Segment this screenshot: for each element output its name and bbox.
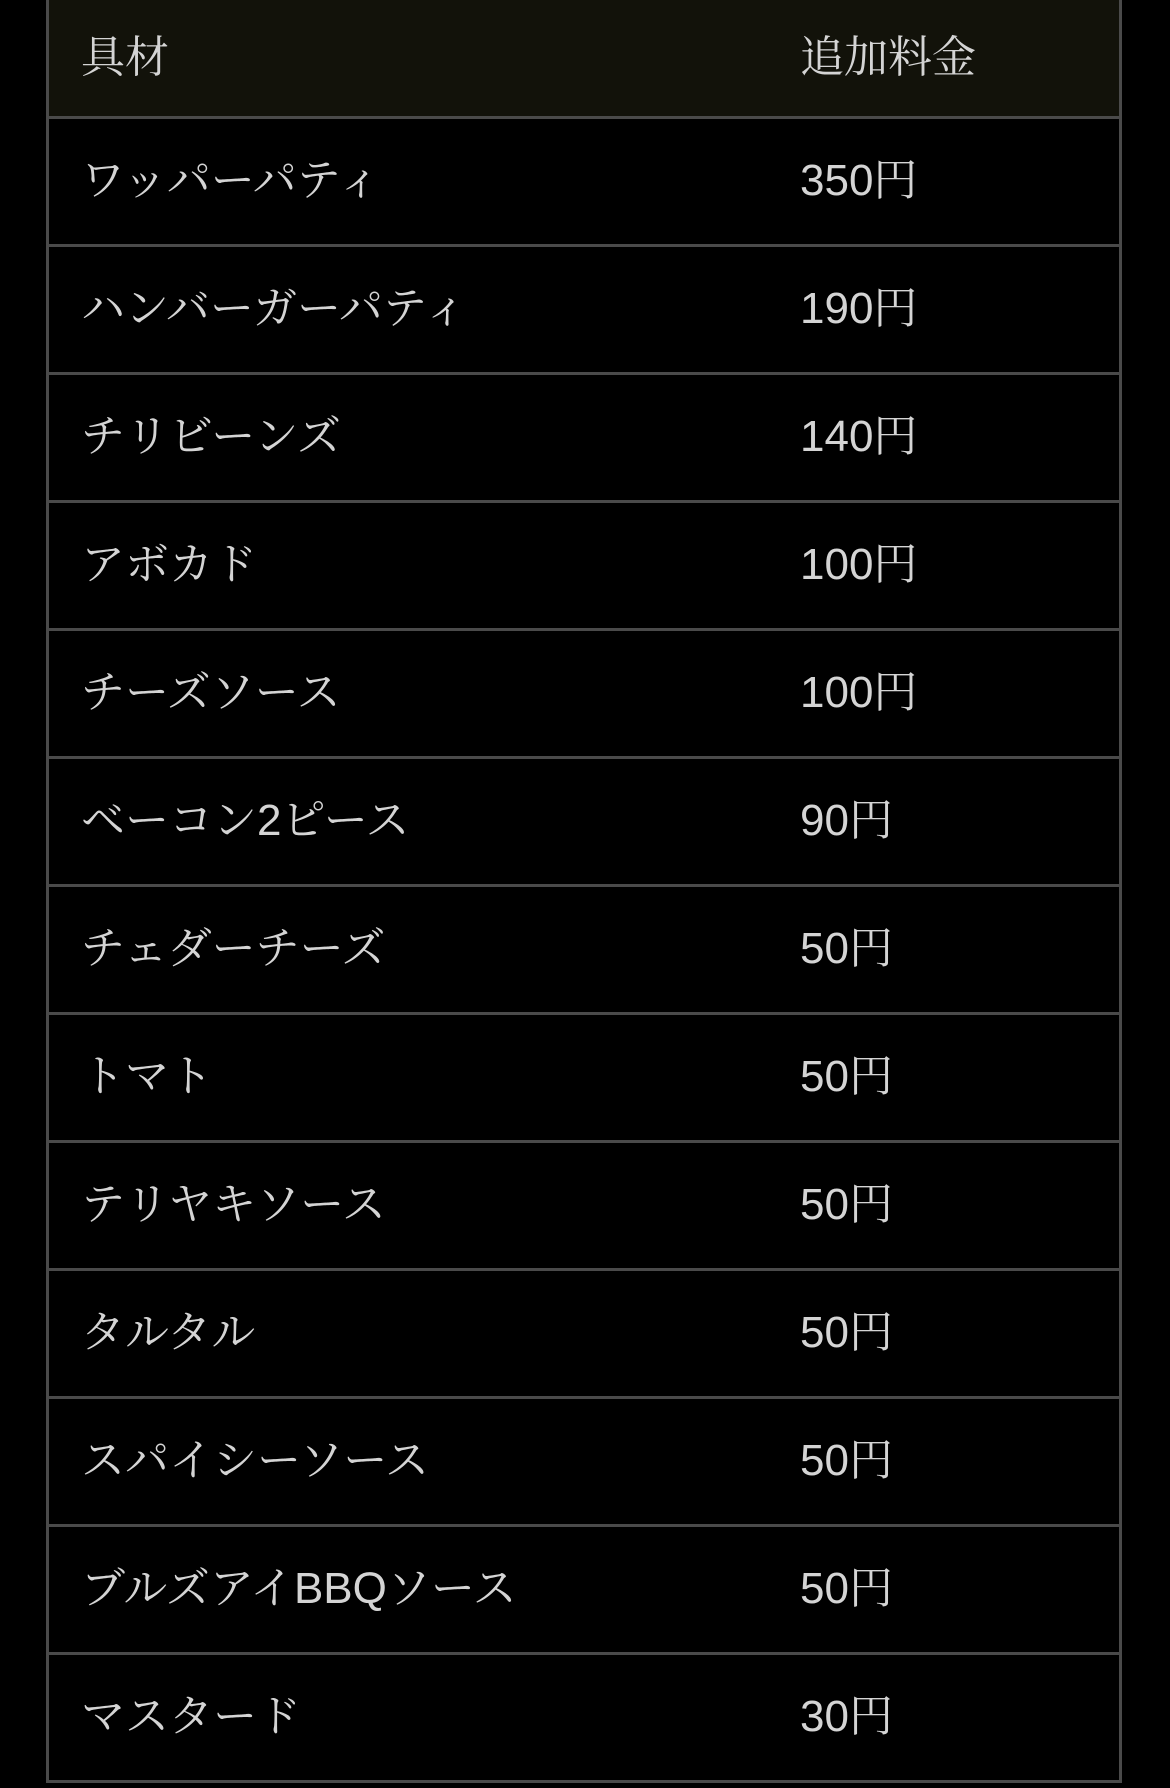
price-cell: 50円 [800,1052,893,1102]
table-row [49,887,1119,1015]
ingredient-cell: チリビーンズ [81,412,342,462]
price-cell: 100円 [800,540,918,590]
ingredient-cell: テリヤキソース [81,1180,386,1230]
table-row [49,503,1119,631]
table-body [49,119,1119,1783]
table-row [49,1271,1119,1399]
price-cell: 190円 [800,284,918,334]
table-row [49,375,1119,503]
price-cell: 30円 [800,1692,893,1742]
table-row [49,1015,1119,1143]
header-price-column: 追加料金 [800,32,976,82]
ingredient-cell: ブルズアイBBQソース [81,1564,517,1614]
ingredient-cell: アボカド [81,540,257,590]
ingredient-cell: タルタル [81,1308,256,1358]
price-cell: 50円 [800,1436,893,1486]
price-cell: 140円 [800,412,918,462]
table-row [49,1527,1119,1655]
table-row [49,759,1119,887]
toppings-price-table [46,0,1122,1783]
table-header-row [49,0,1119,119]
price-cell: 50円 [800,1180,893,1230]
price-cell: 50円 [800,1308,893,1358]
ingredient-cell: チェダーチーズ [81,924,386,974]
ingredient-cell: スパイシーソース [81,1436,430,1486]
ingredient-cell: ワッパーパティ [81,156,382,206]
header-ingredient-column: 具材 [81,32,169,82]
ingredient-cell: ハンバーガーパティ [81,284,468,334]
ingredient-cell: ベーコン2ピース [81,796,410,846]
price-cell: 100円 [800,668,918,718]
price-cell: 50円 [800,1564,893,1614]
price-cell: 350円 [800,156,918,206]
price-cell: 50円 [800,924,893,974]
ingredient-cell: マスタード [81,1692,301,1742]
ingredient-cell: チーズソース [81,668,341,718]
table-row [49,1143,1119,1271]
table-row [49,247,1119,375]
ingredient-cell: トマト [81,1052,213,1102]
table-row [49,1399,1119,1527]
price-cell: 90円 [800,796,893,846]
table-row [49,119,1119,247]
table-row [49,1655,1119,1783]
table-row [49,631,1119,759]
